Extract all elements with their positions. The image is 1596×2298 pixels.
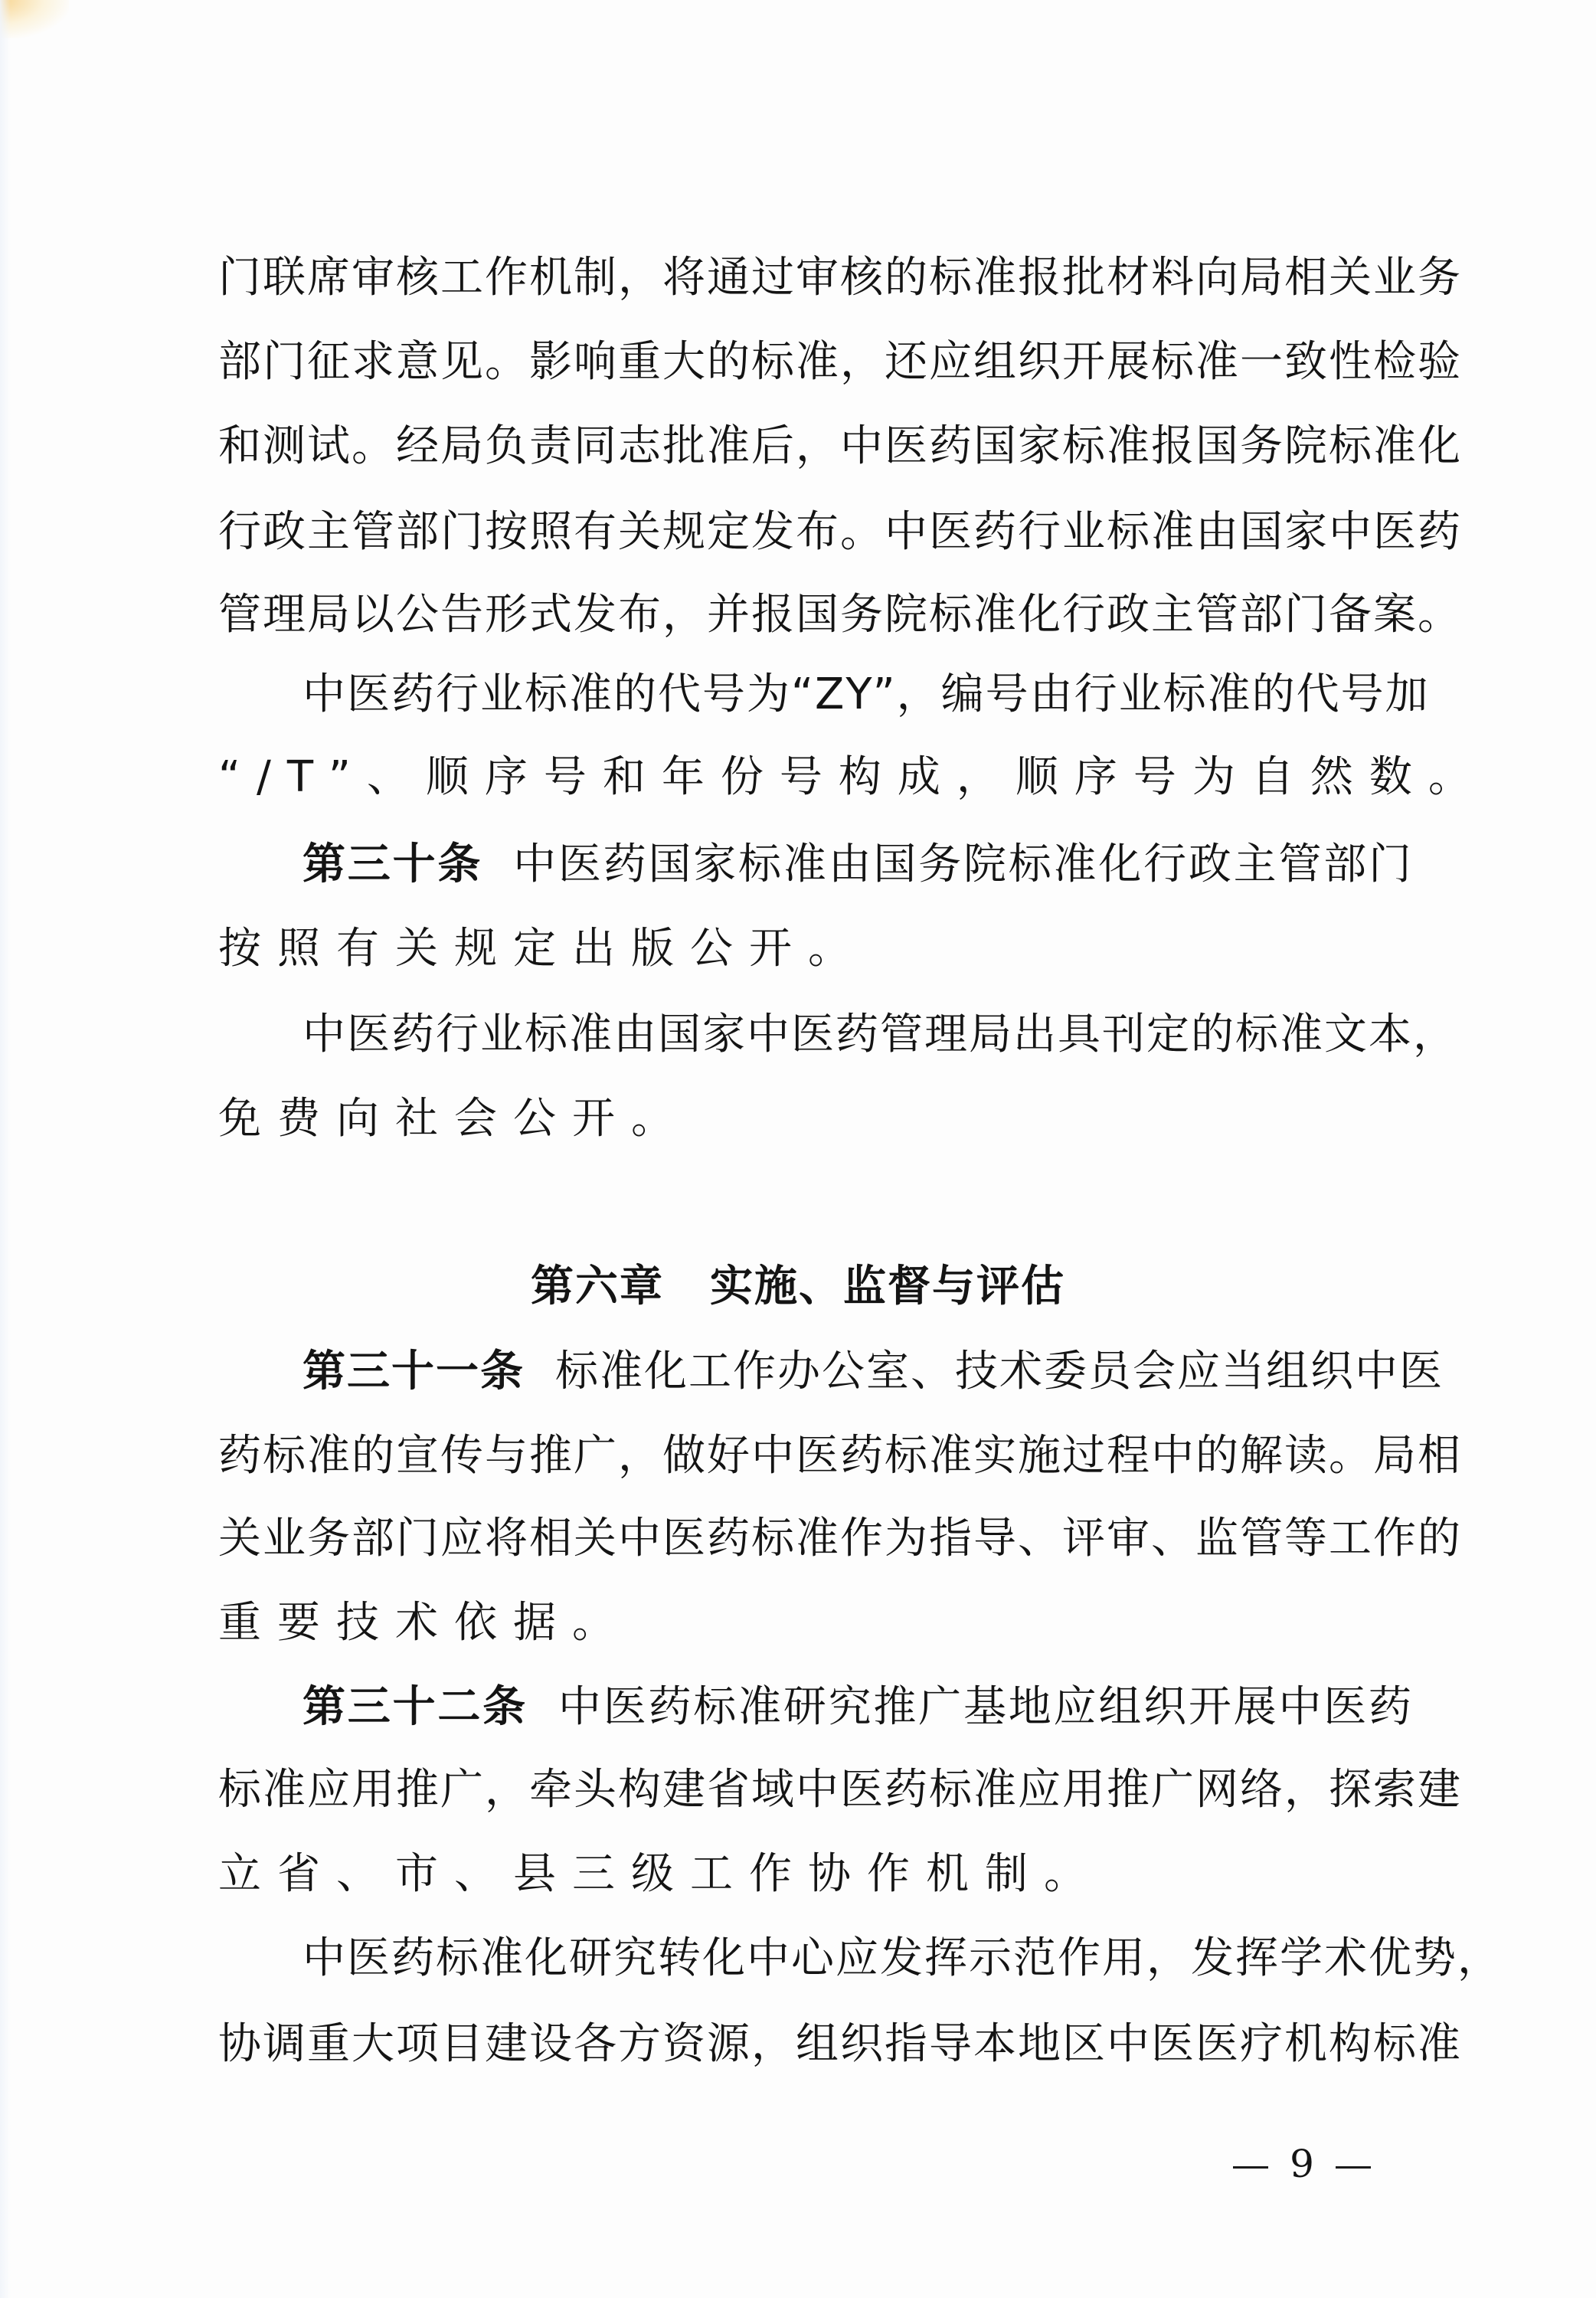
dash-right — [1336, 2166, 1371, 2169]
text-line: 关业务部门应将相关中医药标准作为指导、评审、监管等工作的 — [218, 1514, 1462, 1563]
article-number: 第三十条 — [303, 840, 483, 889]
text-line: 药标准的宣传与推广，做好中医药标准实施过程中的解读。局相 — [218, 1431, 1462, 1481]
text-line: “/T”、顺序号和年份号构成，顺序号为自然数。 — [218, 752, 1487, 802]
text-line: 协调重大项目建设各方资源，组织指导本地区中医医疗机构标准 — [218, 2019, 1462, 2069]
page-number-value: 9 — [1290, 2142, 1314, 2186]
article-30-line — [303, 834, 1413, 895]
page-number — [1195, 2137, 1409, 2191]
text-line: 立省、市、县三级工作协作机制。 — [218, 1849, 1103, 1899]
text-line: 中医药标准化研究转化中心应发挥示范作用，发挥学术优势， — [303, 1933, 1502, 1983]
chapter-heading — [0, 1256, 1596, 1318]
text-span: 标准化工作办公室、技术委员会应当组织中医 — [555, 1347, 1444, 1396]
text-line: 门联席审核工作机制，将通过审核的标准报批材料向局相关业务 — [218, 253, 1462, 303]
text-line: 管理局以公告形式发布，并报国务院标准化行政主管部门备案。 — [218, 590, 1462, 640]
text-line: 免费向社会公开。 — [218, 1094, 690, 1144]
article-number: 第三十一条 — [303, 1347, 525, 1396]
chapter-title: 实施、监督与评估 — [710, 1262, 1065, 1311]
text-line: 标准应用推广，牵头构建省域中医药标准应用推广网络，探索建 — [218, 1765, 1462, 1815]
article-31-line — [303, 1341, 1444, 1403]
text-line: 按照有关规定出版公开。 — [218, 924, 867, 974]
text-span: 中医药标准研究推广基地应组织开展中医药 — [558, 1682, 1414, 1732]
text-line: 行政主管部门按照有关规定发布。中医药行业标准由国家中医药 — [218, 507, 1462, 557]
text-line: 部门征求意见。影响重大的标准，还应组织开展标准一致性检验 — [218, 337, 1462, 387]
text-line: 中医药行业标准由国家中医药管理局出具刊定的标准文本， — [303, 1010, 1457, 1059]
chapter-number: 第六章 — [531, 1262, 664, 1311]
scan-left-edge — [0, 0, 11, 2298]
text-line: 中医药行业标准的代号为“ZY”，编号由行业标准的代号加 — [303, 669, 1430, 719]
text-span: 中医药国家标准由国务院标准化行政主管部门 — [513, 840, 1414, 889]
dash-left — [1233, 2166, 1268, 2169]
text-line: 重要技术依据。 — [218, 1598, 631, 1648]
text-line: 和测试。经局负责同志批准后，中医药国家标准报国务院标准化 — [218, 421, 1462, 471]
article-32-line — [303, 1677, 1413, 1738]
article-number: 第三十二条 — [303, 1682, 528, 1732]
